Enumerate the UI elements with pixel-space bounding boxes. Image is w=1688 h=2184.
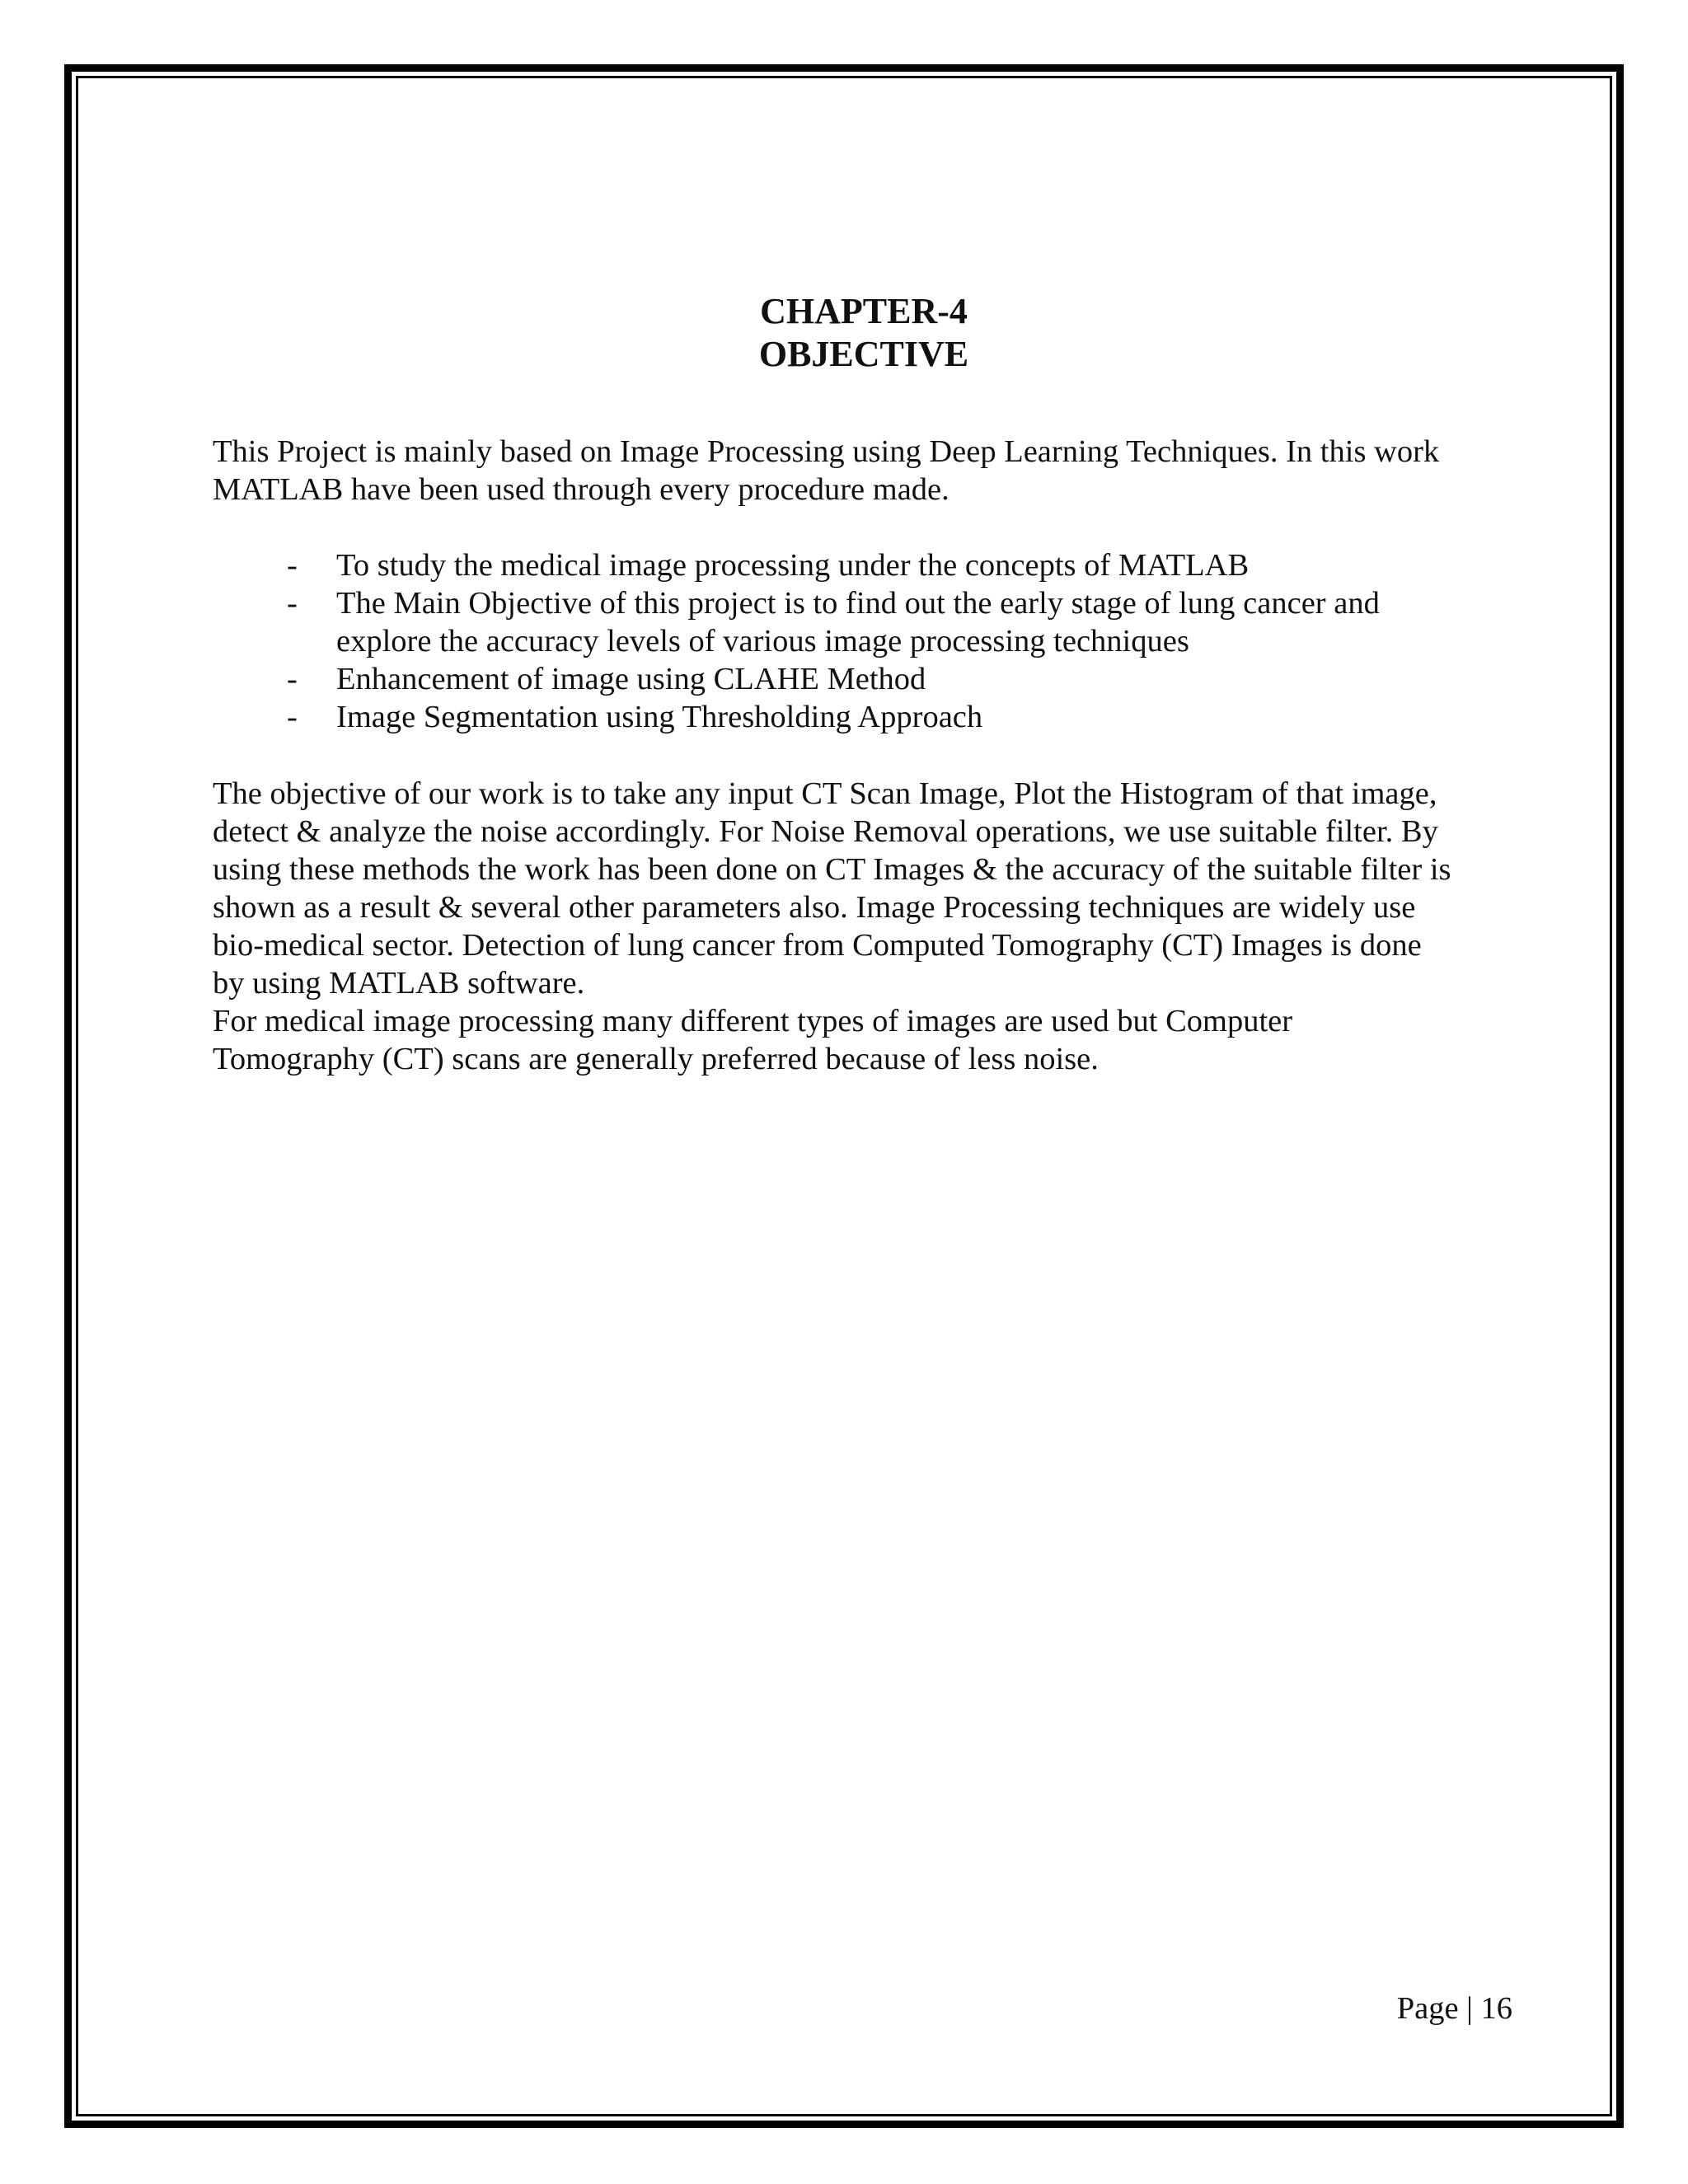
list-item xyxy=(213,584,1515,660)
intro-line: MATLAB have been used through every procedure made. xyxy=(213,472,950,507)
body-line: detect & analyze the noise accordingly. For Noise Removal operations, we use suitable filter. By xyxy=(213,814,1438,849)
body-line: Tomography (CT) scans are generally preferred because of less noise. xyxy=(213,1042,1099,1076)
bullet-dash: - xyxy=(287,586,298,621)
intro-paragraph xyxy=(213,433,1515,509)
body-line: by using MATLAB software. xyxy=(213,966,585,1001)
body-line: shown as a result & several other parameters also. Image Processing techniques are widely use xyxy=(213,890,1416,925)
page-number: Page | 16 xyxy=(1396,1991,1512,2026)
list-item-text: Image Segmentation using Thresholding Approach xyxy=(336,700,983,734)
list-item xyxy=(213,660,1515,698)
body-line: The objective of our work is to take any input CT Scan Image, Plot the Histogram of that image, xyxy=(213,776,1437,811)
page-border-inner xyxy=(76,76,1612,2116)
list-item-text: To study the medical image processing under the concepts of MATLAB xyxy=(336,548,1250,583)
body-line: using these methods the work has been done on CT Images & the accuracy of the suitable filter is xyxy=(213,852,1451,887)
bullet-dash: - xyxy=(287,662,298,696)
intro-line: This Project is mainly based on Image Processing using Deep Learning Techniques. In this work xyxy=(213,434,1440,469)
bullet-dash: - xyxy=(287,548,298,583)
body-paragraph xyxy=(213,775,1515,1078)
bullet-dash: - xyxy=(287,700,298,734)
list-item xyxy=(213,546,1515,584)
list-item-text: Enhancement of image using CLAHE Method xyxy=(336,662,926,696)
list-item-text: explore the accuracy levels of various image processing techniques xyxy=(336,624,1189,658)
body-line: For medical image processing many different types of images are used but Computer xyxy=(213,1004,1293,1038)
body-line: bio-medical sector. Detection of lung cancer from Computed Tomography (CT) Images is done xyxy=(213,928,1422,963)
chapter-number: CHAPTER-4 xyxy=(760,291,968,331)
chapter-title: OBJECTIVE xyxy=(758,334,969,374)
list-item xyxy=(213,698,1515,736)
objectives-list xyxy=(213,546,1515,736)
list-item-text: The Main Objective of this project is to find out the early stage of lung cancer and xyxy=(336,586,1380,621)
